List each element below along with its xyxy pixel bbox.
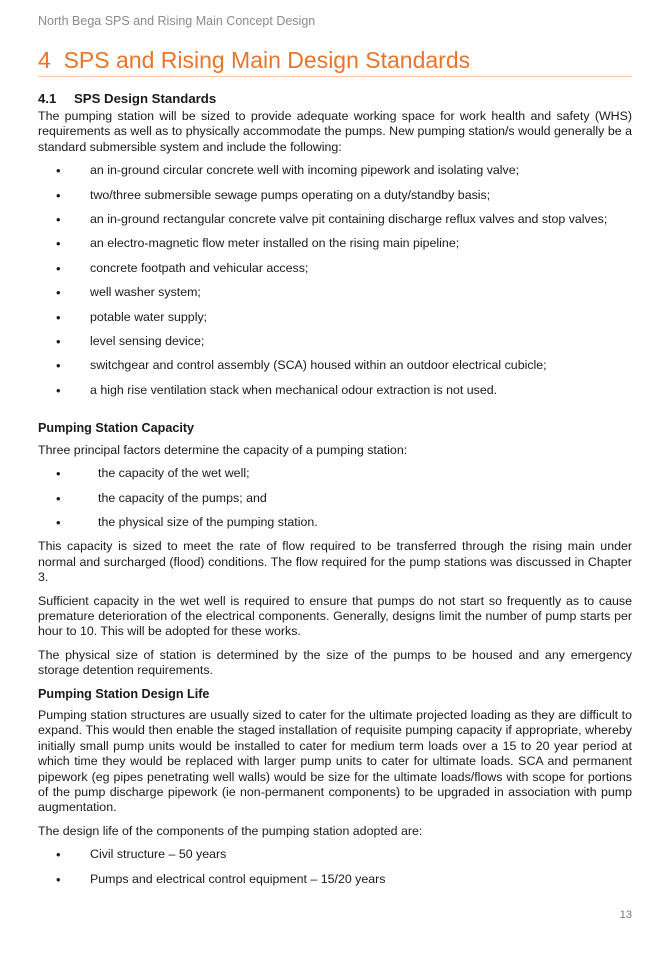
section-number: 4.1 [38,91,57,106]
capacity-paragraph-1: This capacity is sized to meet the rate of flow required to be transferred through the rising main under normal and surcharged (flood) conditions. The flow required for the pump stations was discussed in Chapter 3. [38,539,632,585]
capacity-heading: Pumping Station Capacity [38,421,195,436]
design-life-heading: Pumping Station Design Life [38,686,210,701]
list-item: • an electro-magnetic flow meter installed on the rising main pipeline; [38,236,632,251]
chapter-number: 4 [38,47,51,73]
capacity-intro-paragraph: Three principal factors determine the capacity of a pumping station: [38,442,408,457]
list-item: • well washer system; [38,285,632,300]
section-intro-paragraph: The pumping station will be sized to provide adequate working space for work health and safety (WHS) requirements as well as to physically accommodate the pumps. New pumping station/s would generally be a standard submersible system and include the following: [38,109,632,154]
list-item: • Pumps and electrical control equipment – 15/20 years [38,872,632,887]
chapter-divider [38,76,632,77]
spacer [38,407,632,421]
list-item: • concrete footpath and vehicular access; [38,261,632,276]
list-item: • the capacity of the wet well; [38,466,632,481]
list-item: • a high rise ventilation stack when mechanical odour extraction is not used. [38,383,632,398]
capacity-factors-list [38,466,632,530]
list-item: • level sensing device; [38,334,632,349]
list-item: • switchgear and control assembly (SCA) housed within an outdoor electrical cubicle; [38,358,632,373]
list-item: • an in-ground rectangular concrete valve pit containing discharge reflux valves and stop valves; [38,212,632,227]
list-item: • potable water supply; [38,310,632,325]
section-heading [38,90,632,107]
list-item: • an in-ground circular concrete well with incoming pipework and isolating valve; [38,163,632,178]
list-item: • the physical size of the pumping station. [38,515,632,530]
list-item: • the capacity of the pumps; and [38,491,632,506]
design-life-paragraph-1: Pumping station structures are usually sized to cater for the ultimate projected loading as they are difficult to expand. This would then enable the staged installation of requisite pumping capacity if appropriate, whereby initially small pump units would be installed to cater for medium term loads over a 15 to 20 year period at which time they would be replaced with larger pump units to cater for ultimate loads. SCA and permanent pipework (eg pipes penetrating well walls) would be size for the ultimate loads/flows with scope for portions of the pump discharge pipework (ie non-permanent components) to be upgraded in association with pump augmentation. [38,707,632,815]
list-item: • two/three submersible sewage pumps operating on a duty/standby basis; [38,188,632,203]
capacity-paragraph-2: Sufficient capacity in the wet well is required to ensure that pumps do not start so frequently as to cause premature deterioration of the electrical components. Generally, designs limit the number of pump starts per hour to 10. This will be adopted for these works. [38,593,632,639]
sps-components-list [38,163,632,398]
chapter-title-text: SPS and Rising Main Design Standards [63,47,471,73]
section-title: SPS Design Standards [74,91,217,106]
capacity-paragraph-3: The physical size of station is determined by the size of the pumps to be housed and any emergency storage detention requirements. [38,647,632,678]
design-life-list [38,847,632,887]
running-header: North Bega SPS and Rising Main Concept Design [38,14,316,28]
design-life-paragraph-2: The design life of the components of the pumping station adopted are: [38,823,423,838]
chapter-title [38,47,470,74]
page-number: 13 [619,909,632,921]
page-content [38,90,632,896]
list-item: • Civil structure – 50 years [38,847,632,862]
